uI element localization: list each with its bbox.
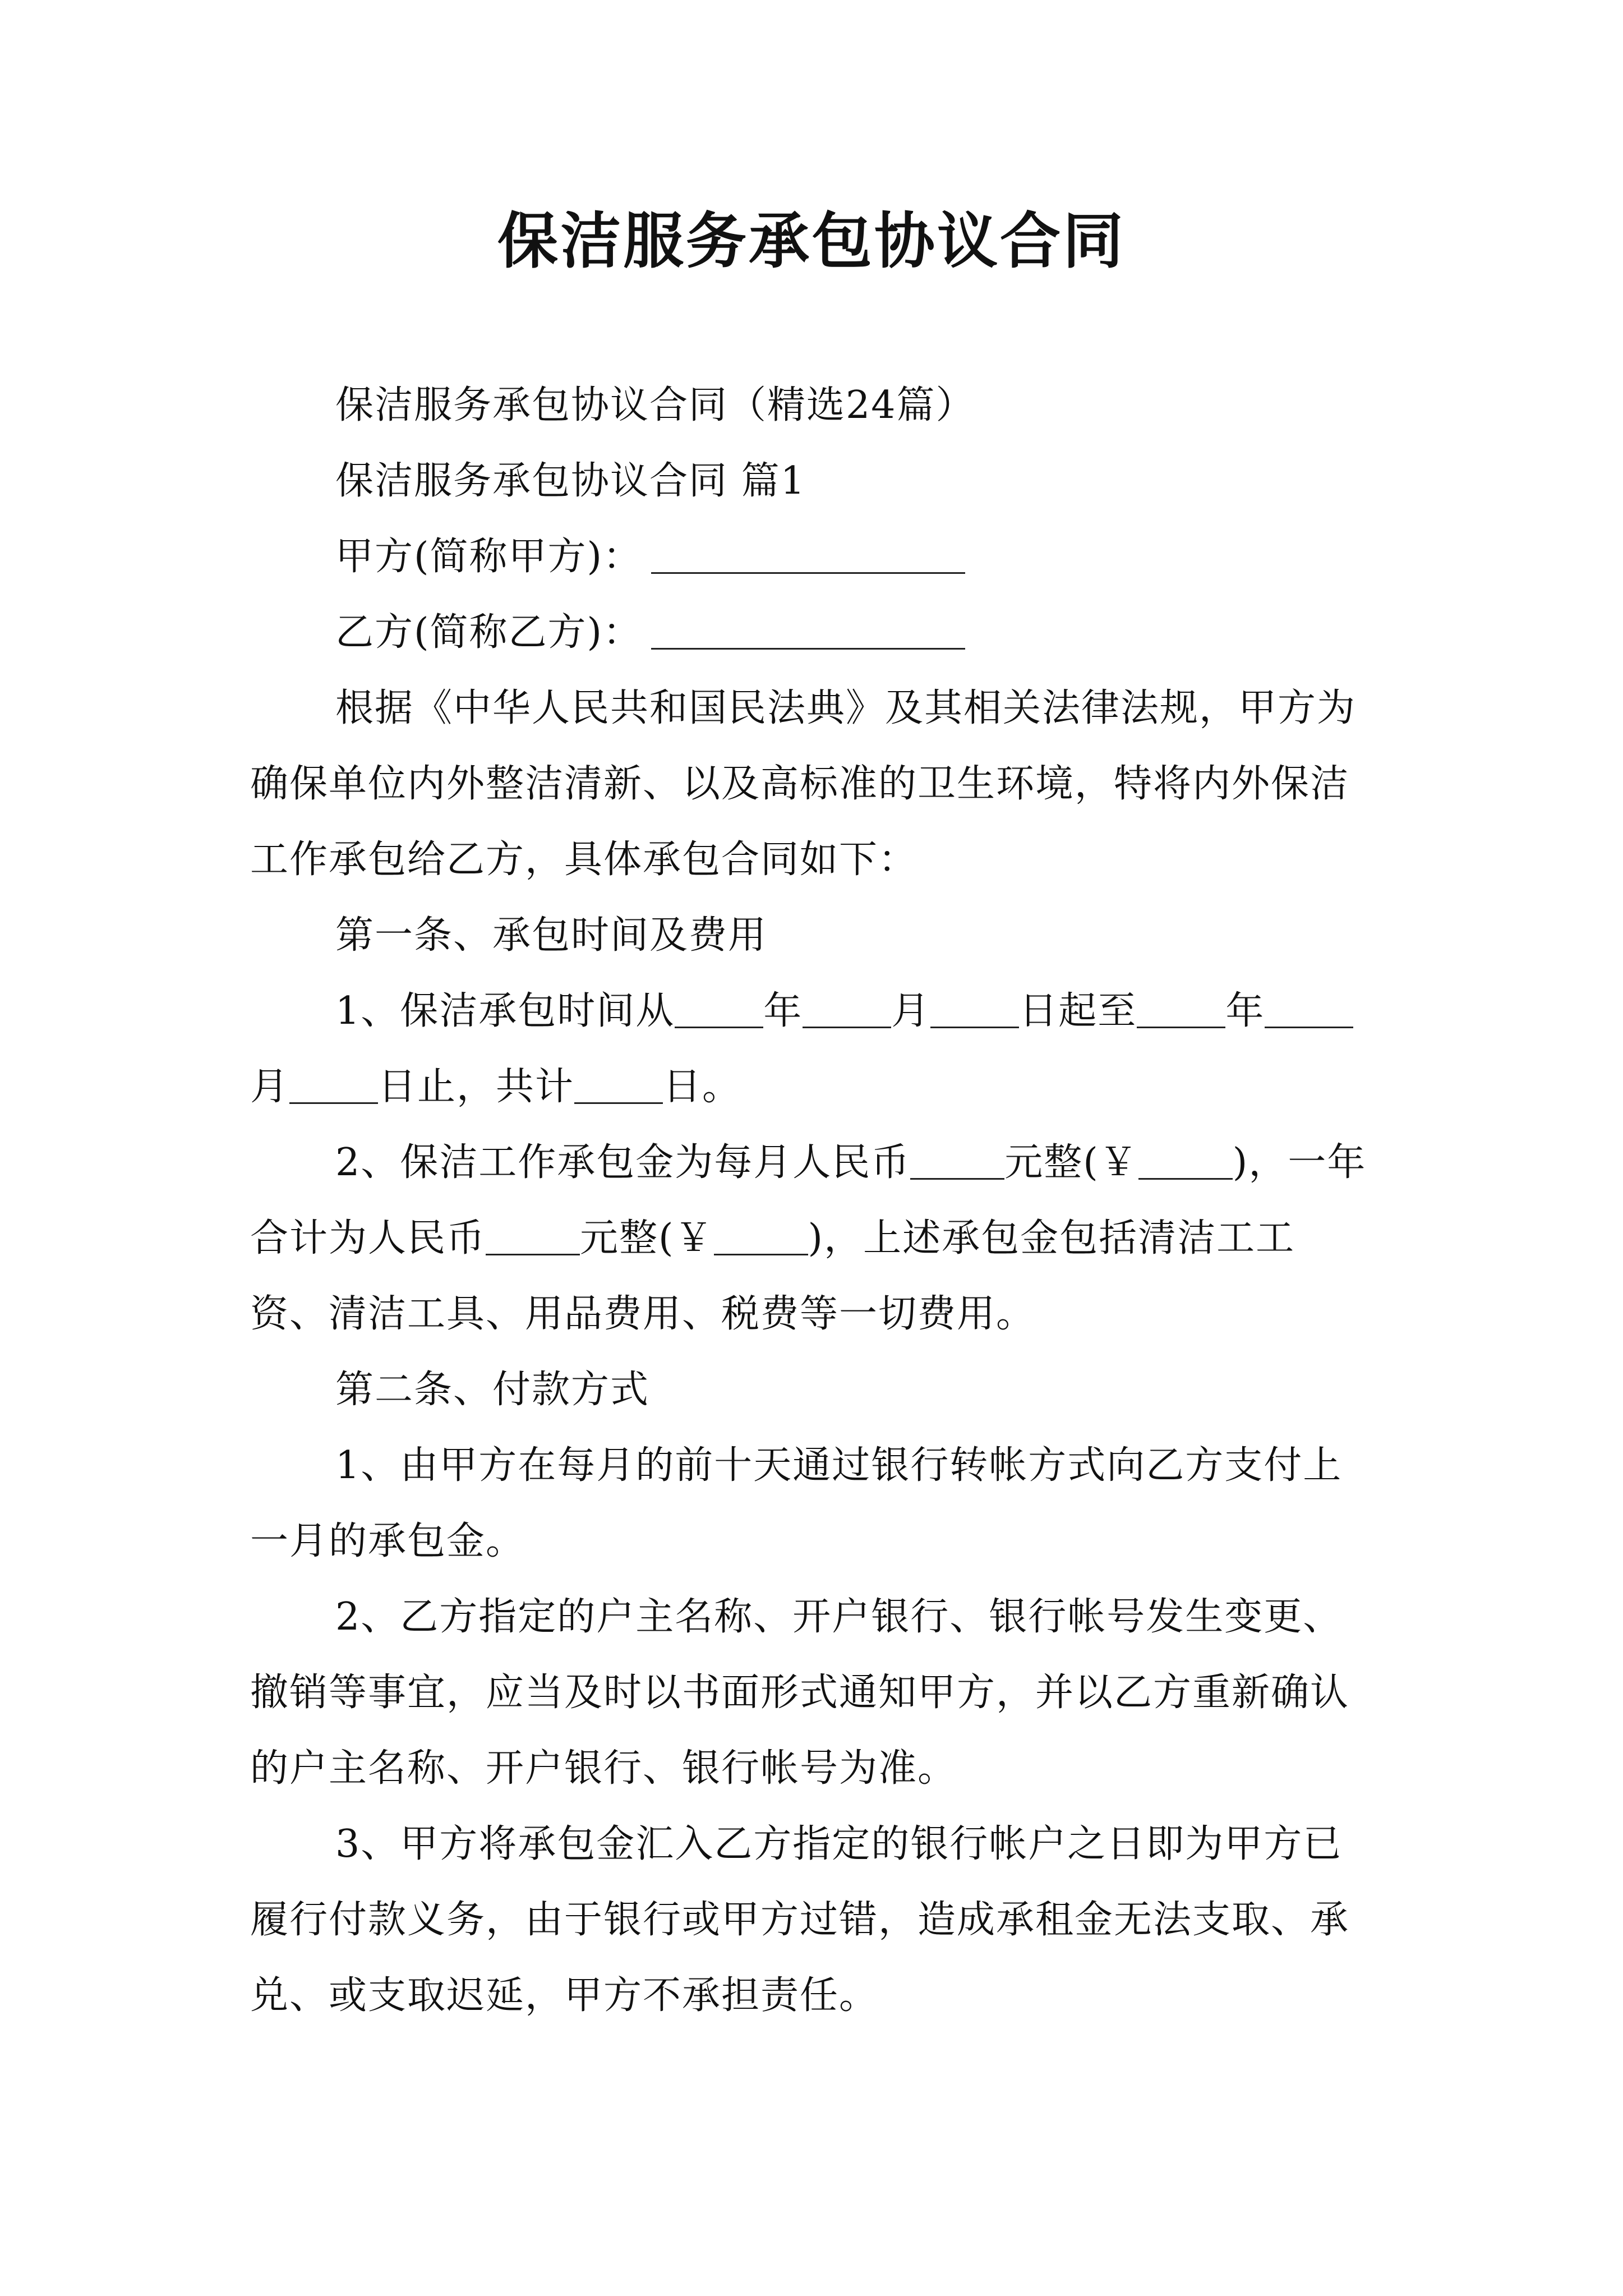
article2-item3: 3、甲方将承包金汇入乙方指定的银行帐户之日即为甲方已履行付款义务，由于银行或甲方过错，造成承租金无法支取、承兑、或支取迟延，甲方不承担责任。 [250,1822,1350,2018]
blank-field [714,1216,808,1255]
item-text: 日止，共计 [378,1065,575,1109]
item-text: 日起至 [1019,989,1137,1033]
document-title: 保洁服务承包协议合同 [497,206,1126,277]
blank-field [675,988,763,1028]
item-text: 元整(￥ [1004,1140,1138,1185]
party-b-blank [651,610,965,650]
item-text: 1、保洁承包时间从 [335,989,675,1033]
party-a-line [250,519,1372,595]
article2-heading: 第二条、付款方式 [335,1368,650,1412]
article1-item1 [250,973,1372,1125]
blank-field [486,1216,580,1255]
item-text: 月 [250,1065,290,1109]
blank-field [803,988,891,1028]
blank-field [1265,988,1353,1028]
party-a-label: 甲方(简称甲方)： [335,535,643,579]
intro-paragraph: 根据《中华人民共和国民法典》及其相关法律法规，甲方为确保单位内外整洁清新、以及高标准的卫生环境，特将内外保洁工作承包给乙方，具体承包合同如下： [250,686,1357,882]
blank-field [289,1064,378,1104]
item-text: 年 [1225,989,1265,1033]
section-heading: 保洁服务承包协议合同 篇1 [335,459,806,503]
party-a-blank [651,534,965,574]
blank-field [930,988,1019,1028]
item-text: 年 [763,989,803,1033]
article1-item2 [250,1125,1372,1352]
article2-item1: 1、由甲方在每月的前十天通过银行转帐方式向乙方支付上一月的承包金。 [250,1443,1343,1563]
item-text: )，上述承包金包括清洁工工资、清洁工具、用品费用、税费等一切费用。 [250,1216,1295,1336]
blank-field [1137,988,1225,1028]
subtitle: 保洁服务承包协议合同（精选24篇） [335,383,975,427]
document-body [250,367,1372,2033]
item-text: 2、保洁工作承包金为每月人民币 [335,1140,911,1185]
item-text: )，一年合计为人民币 [250,1140,1367,1260]
item-text: 日。 [663,1065,742,1109]
blank-field [1138,1140,1233,1180]
article1-heading: 第一条、承包时间及费用 [335,913,768,958]
item-text: 月 [891,989,931,1033]
item-text: 元整(￥ [580,1216,714,1260]
party-b-label: 乙方(简称乙方)： [335,610,643,655]
blank-field [574,1064,663,1104]
party-b-line [250,595,1372,670]
article2-item2: 2、乙方指定的户主名称、开户银行、银行帐号发生变更、撤销等事宜，应当及时以书面形式通知甲方，并以乙方重新确认的户主名称、开户银行、银行帐号为准。 [250,1595,1350,1791]
blank-field [910,1140,1004,1180]
